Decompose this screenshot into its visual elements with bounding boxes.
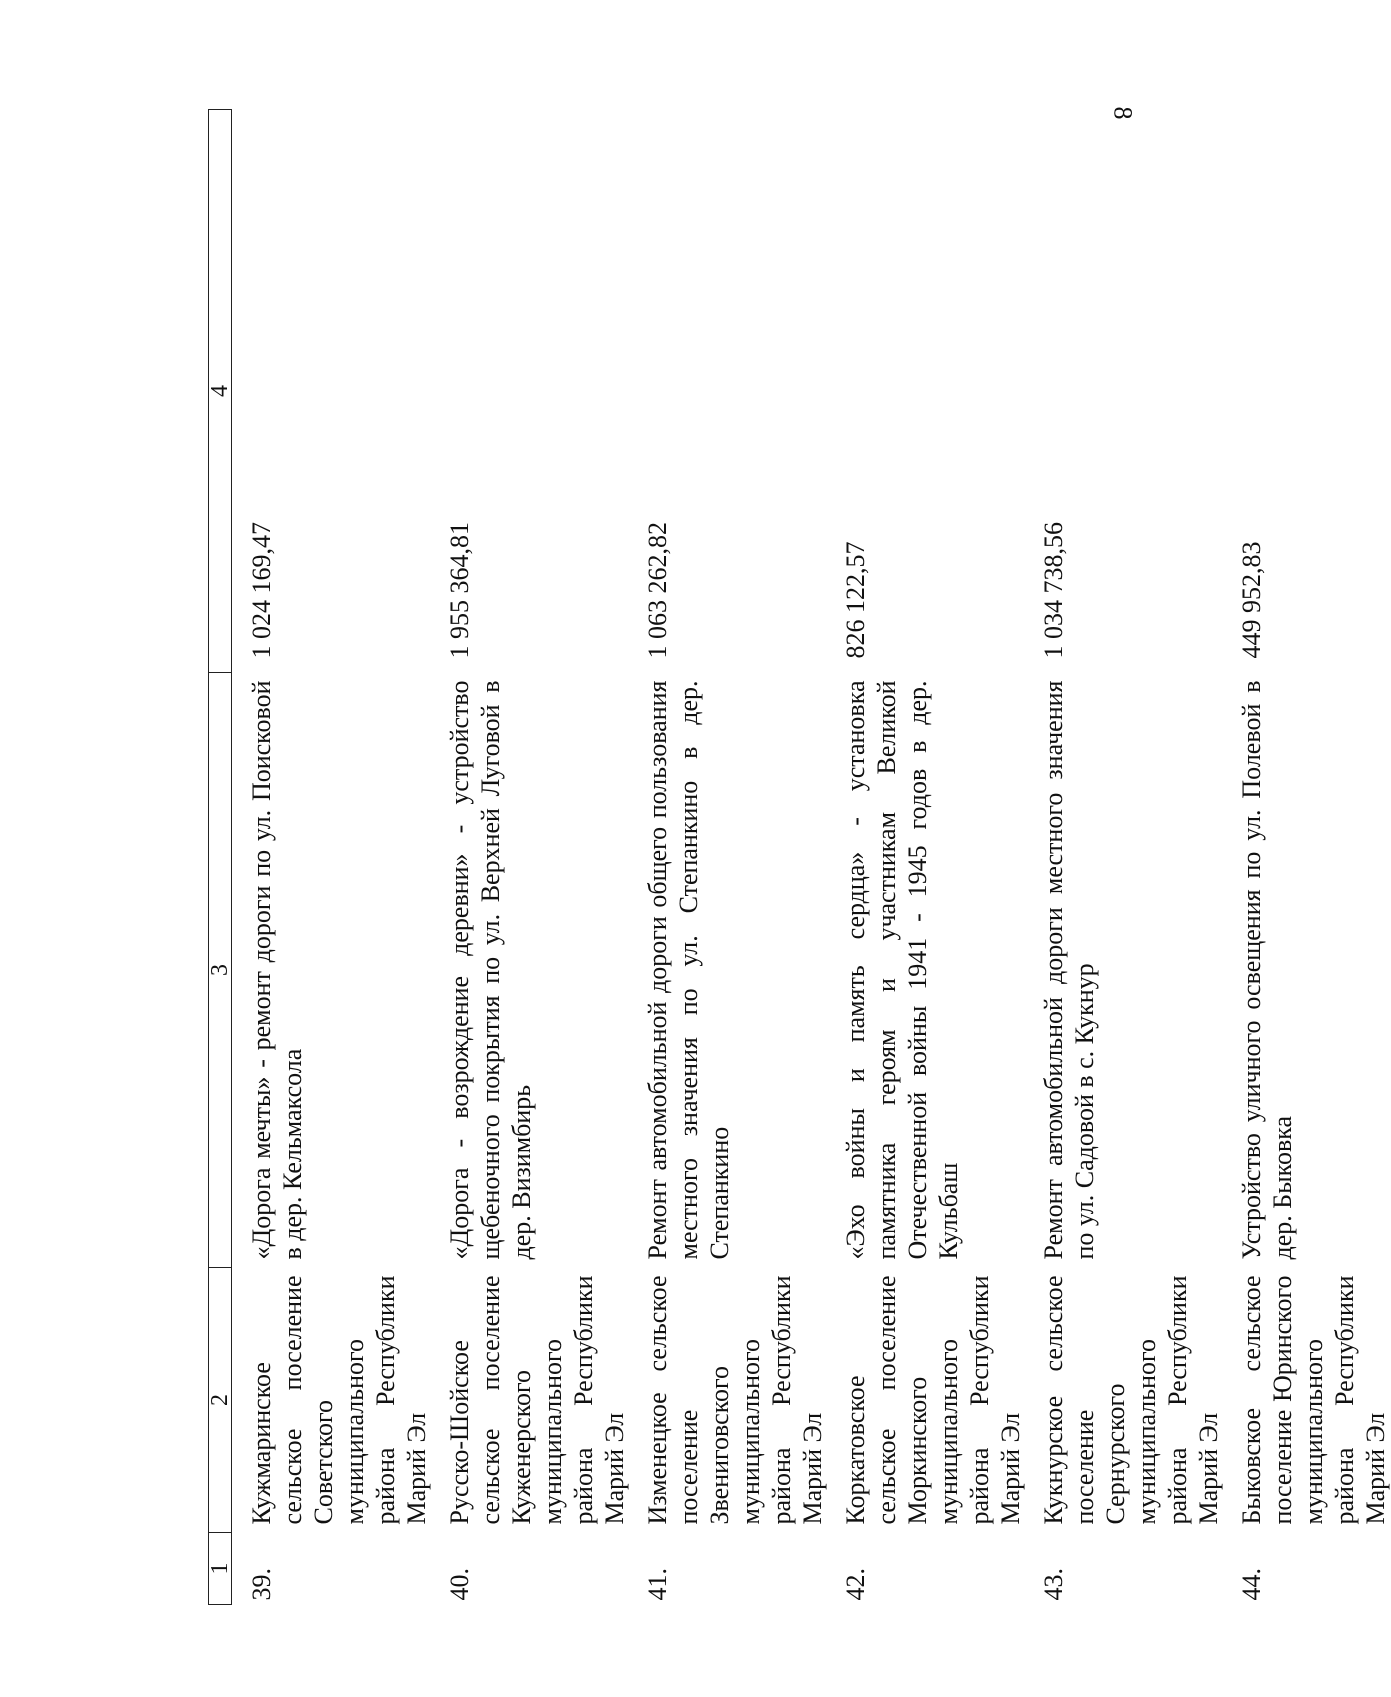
project-description: Ремонт автомобильной дороги местного значения по ул. Садовой в с. Кукнур <box>1039 680 1099 1260</box>
rotated-table-container <box>207 110 1390 1605</box>
table-row <box>630 110 828 1605</box>
project-description: Ремонт автомобильной дороги общего пользования местного значения по ул. Степанкино в дер. Степанкино <box>643 680 734 1260</box>
settlement-name: Изменецкое сельское поселение Звениговского муниципального района Республики Марий Эл <box>643 1275 827 1525</box>
table-row <box>1224 110 1391 1605</box>
header-col-3: 3 <box>209 673 232 1268</box>
row-number: 40. <box>445 1568 474 1601</box>
header-col-1: 1 <box>209 1533 232 1605</box>
amount: 1 024 169,47 <box>247 522 276 659</box>
amount: 449 952,83 <box>1237 541 1266 659</box>
table-row <box>1026 110 1224 1605</box>
settlement-name: Кукнурское сельское поселение Сернурского муниципального района Республики Марий Эл <box>1039 1275 1223 1525</box>
row-number: 41. <box>643 1568 672 1601</box>
project-description: «Дорога - возрождение деревни» - устройство щебеночного покрытия по ул. Верхней Луговой в дер. Визимбирь <box>445 680 536 1260</box>
page-number: 8 <box>1108 106 1138 120</box>
row-number: 44. <box>1237 1568 1266 1601</box>
amount: 1 955 364,81 <box>445 522 474 659</box>
project-description: «Эхо войны и память сердца» - установка памятника героям и участникам Великой Отечественной войны 1941 - 1945 годов в дер. Кульбаш <box>841 680 963 1260</box>
settlement-name: Быковское сельское поселение Юринского муниципального района Республики Марий Эл <box>1237 1275 1390 1525</box>
settlement-name: Коркатовское сельское поселение Моркинского муниципального района Республики Марий Эл <box>841 1275 1025 1525</box>
row-number: 43. <box>1039 1568 1068 1601</box>
settlement-name: Русско-Шойское сельское поселение Куженерского муниципального района Республики Марий Эл <box>445 1275 629 1525</box>
project-description: Устройство уличного освещения по ул. Полевой в дер. Быковка <box>1237 680 1297 1260</box>
amount: 826 122,57 <box>841 541 870 659</box>
row-number: 42. <box>841 1568 870 1601</box>
settlement-name: Кужмаринское сельское поселение Советского муниципального района Республики Марий Эл <box>247 1275 431 1525</box>
header-col-4: 4 <box>209 110 232 673</box>
amount: 1 063 262,82 <box>643 522 672 659</box>
table-header-row <box>209 110 232 1605</box>
header-col-2: 2 <box>209 1268 232 1533</box>
table-row <box>232 110 433 1605</box>
projects-table <box>207 106 1391 1605</box>
row-number: 39. <box>247 1568 276 1601</box>
table-row <box>432 110 630 1605</box>
project-description: «Дорога мечты» - ремонт дороги по ул. Поисковой в дер. Кельмаксола <box>247 680 307 1260</box>
amount: 1 034 738,56 <box>1039 522 1068 659</box>
table-row <box>828 110 1026 1605</box>
